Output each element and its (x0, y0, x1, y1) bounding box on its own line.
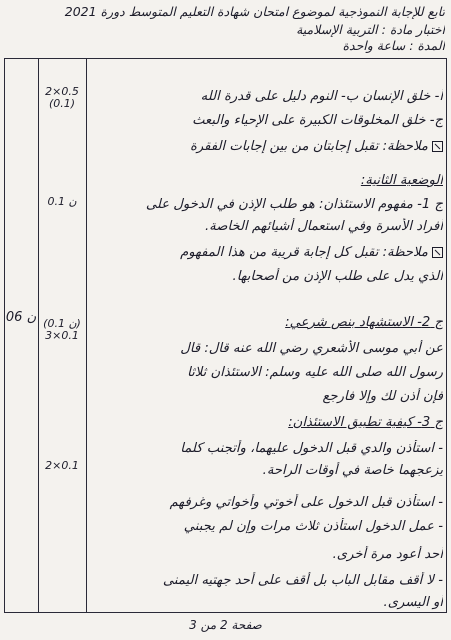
answer-line-15: يزعجهما خاصة في أوقات الراحة. (262, 463, 443, 478)
answer-line-12: فإن أذن لك وإلا فارجع (322, 389, 443, 404)
note-box-icon (432, 141, 443, 152)
header-line-3: المدة : ساعة واحدة (342, 38, 445, 53)
table-left-border (4, 58, 5, 613)
note-box-icon-2 (432, 247, 443, 258)
grade-1: 2×0.5 (0.1) (45, 85, 79, 110)
header-line-2: اختبار مادة : التربية الإسلامية (296, 22, 445, 37)
answer-line-18: أحد أعود مرة أخرى. (332, 547, 443, 562)
answer-line-20: أو اليسرى. (383, 595, 443, 610)
header-line-1: تابع للإجابة النموذجية لموضوع امتحان شهادة التعليم المتوسط دورة 2021 (64, 4, 445, 19)
grade-3: (0.1 ن) 3×0.1 (43, 317, 81, 342)
note-line-2 (88, 244, 443, 262)
total-column-divider (38, 58, 39, 613)
section-title: الوضعية الثانية: (360, 173, 443, 188)
question-3-title: ج 3- كيفية تطبيق الاستئذان: (288, 415, 443, 430)
answer-line-6: أفراد الأسرة وفي استعمال أشيائهم الخاصة. (204, 219, 443, 234)
answer-line-17: - عمل الدخول استأذن ثلاث مرات وإن لم يجبني (183, 519, 443, 534)
table-right-border (446, 58, 447, 613)
table-top-border (4, 58, 447, 59)
note-line-1 (88, 138, 443, 156)
note-text-2: ملاحظة: تقبل كل إجابة قريبة من هذا المفهوم (180, 245, 428, 260)
answer-line-5: ج 1- مفهوم الاستئذان: هو طلب الإذن في الدخول على (145, 197, 443, 212)
answer-line-8: الذي يدل على طلب الإذن من أصحابها. (232, 269, 443, 284)
answer-line-1: أ- خلق الإنسان ب- النوم دليل على قدرة الله (200, 89, 443, 104)
page-footer: صفحة 2 من 3 (189, 618, 262, 632)
grade-2: 0.1 ن (47, 195, 77, 208)
answer-line-2: ج- خلق المخلوقات الكبيرة على الإحياء والبعث (192, 113, 443, 128)
answer-line-14: - استأذن والدي قبل الدخول عليهما، وأتجنب كلما (180, 441, 443, 456)
answer-line-10: عن أبي موسى الأشعري رضي الله عنه قال: قال (180, 341, 443, 356)
answer-line-16: - استأذن قبل الدخول على أخوتي وأخواتي وغرفهم (169, 495, 443, 510)
grade-4: 2×0.1 (45, 459, 79, 472)
marks-column-divider (86, 58, 87, 613)
answer-line-11: رسول الله صلى الله عليه وسلم: الاستئذان ثلاثا (187, 365, 443, 380)
answer-line-19: - لا أقف مقابل الباب بل أقف على أحد جهتيه اليمنى (162, 573, 443, 588)
table-bottom-border (4, 612, 447, 613)
question-2-title: ج 2- الاستشهاد بنص شرعي: (285, 315, 443, 330)
note-text-1: ملاحظة: تقبل إجابتان من بين إجابات الفقرة (190, 139, 428, 154)
total-grade: 06 ن (5, 310, 37, 325)
